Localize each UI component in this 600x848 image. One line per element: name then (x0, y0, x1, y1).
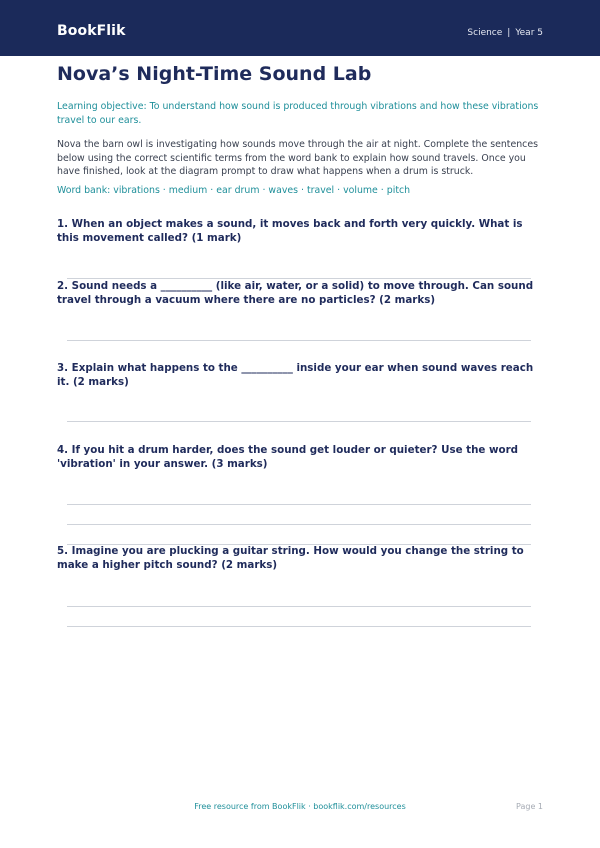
word-bank: Word bank: vibrations · medium · ear drum · waves · travel · volume · pitch (57, 185, 411, 196)
meta-separator: | (507, 28, 511, 38)
brand-logo[interactable]: BookFlik (57, 23, 126, 39)
answer-line[interactable] (67, 524, 531, 525)
intro-paragraph: Nova the barn owl is investigating how sounds move through the air at night. Complete the sentences below using the correct scientific terms from the word bank to explain how sound travels. Once you have finished, look at the diagram prompt to draw what happens when a drum is struck. (57, 139, 538, 178)
question-4: 4. If you hit a drum harder, does the sound get louder or quieter? Use the word 'vibration' in your answer. (3 marks) (57, 444, 519, 470)
subject-year-label (467, 28, 543, 38)
answer-line[interactable] (67, 606, 531, 607)
header-bar (0, 0, 600, 56)
footer-resource-link[interactable]: Free resource from BookFlik · bookflik.com/resources (194, 802, 406, 811)
learning-objective: Learning objective: To understand how sound is produced through vibrations and how these vibrations travel to our ears. (57, 101, 539, 126)
answer-line[interactable] (67, 626, 531, 627)
year-label: Year 5 (515, 28, 543, 38)
subject-label: Science (467, 28, 503, 38)
answer-line[interactable] (67, 504, 531, 505)
page-number: Page 1 (516, 802, 543, 811)
answer-line[interactable] (67, 421, 531, 422)
question-3: 3. Explain what happens to the __________ inside your ear when sound waves reach it. (2 marks) (57, 362, 534, 388)
page-title: Nova’s Night-Time Sound Lab (57, 63, 372, 85)
question-1: 1. When an object makes a sound, it moves back and forth very quickly. What is this movement called? (1 mark) (57, 218, 523, 244)
question-2: 2. Sound needs a __________ (like air, water, or a solid) to move through. Can sound travel through a vacuum where there are no particles? (2 marks) (57, 280, 534, 306)
answer-line[interactable] (67, 340, 531, 341)
question-5: 5. Imagine you are plucking a guitar string. How would you change the string to make a higher pitch sound? (2 marks) (57, 545, 524, 571)
